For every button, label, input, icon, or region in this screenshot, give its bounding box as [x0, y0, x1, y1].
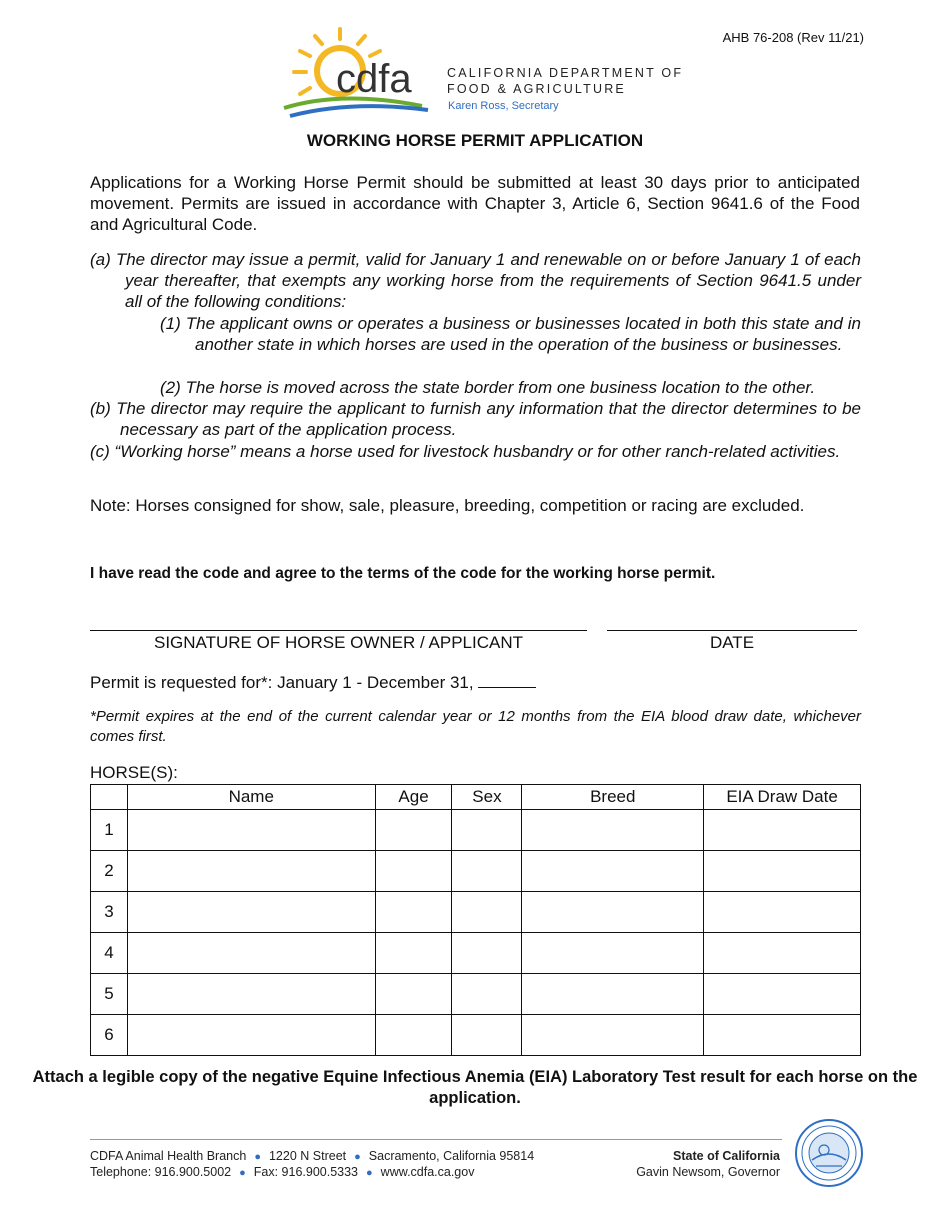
- bullet-icon: ●: [354, 1151, 361, 1163]
- row-number: 3: [91, 892, 128, 933]
- breed-cell[interactable]: [522, 1015, 704, 1056]
- name-cell[interactable]: [127, 933, 375, 974]
- permit-year-field[interactable]: [478, 673, 536, 688]
- eia-date-cell[interactable]: [704, 974, 861, 1015]
- table-row: [91, 974, 861, 1015]
- attach-eia-note: Attach a legible copy of the negative Equine Infectious Anemia (EIA) Laboratory Test result for each horse on the application.: [32, 1068, 918, 1107]
- footer-fax: Fax: 916.900.5333: [253, 1165, 359, 1179]
- breed-cell[interactable]: [522, 933, 704, 974]
- header-number: [91, 785, 128, 810]
- date-label: DATE: [709, 633, 755, 652]
- permit-request-line: [90, 673, 536, 693]
- name-cell[interactable]: [127, 892, 375, 933]
- header-sex: Sex: [452, 785, 522, 810]
- table-row: [91, 851, 861, 892]
- breed-cell[interactable]: [522, 892, 704, 933]
- footer-branch: CDFA Animal Health Branch: [90, 1149, 247, 1163]
- footer-website[interactable]: www.cdfa.ca.gov: [380, 1165, 475, 1179]
- footer-address: [90, 1149, 534, 1163]
- footer-divider: [90, 1139, 782, 1140]
- row-number: 5: [91, 974, 128, 1015]
- header-eia-date: EIA Draw Date: [704, 785, 861, 810]
- code-section-a: (a) The director may issue a permit, valid for January 1 and renewable on or before January 1 of each year thereafter, that exempts any working horse from the requirements of Section 9641.5 under all of the following conditions:: [90, 250, 861, 311]
- cdfa-wordmark: cdfa: [336, 57, 412, 101]
- eia-date-cell[interactable]: [704, 851, 861, 892]
- age-cell[interactable]: [375, 933, 452, 974]
- state-seal-icon: [794, 1118, 864, 1188]
- table-row: [91, 810, 861, 851]
- code-section-a1: (1) The applicant owns or operates a business or businesses located in both this state and in another state in which horses are used in the operation of the business or businesses.: [160, 314, 861, 354]
- name-cell[interactable]: [127, 1015, 375, 1056]
- row-number: 1: [91, 810, 128, 851]
- dept-name-line1: CALIFORNIA DEPARTMENT OF: [447, 66, 684, 80]
- permit-request-text: Permit is requested for*: January 1 - December 31,: [90, 673, 479, 692]
- header-name: Name: [127, 785, 375, 810]
- page-title: WORKING HORSE PERMIT APPLICATION: [306, 131, 644, 150]
- bullet-icon: ●: [239, 1167, 246, 1179]
- row-number: 6: [91, 1015, 128, 1056]
- footer-phone: Telephone: 916.900.5002: [90, 1165, 232, 1179]
- expiration-note: *Permit expires at the end of the current calendar year or 12 months from the EIA blood draw date, whichever comes first.: [90, 708, 861, 745]
- date-field[interactable]: [607, 630, 857, 631]
- age-cell[interactable]: [375, 851, 452, 892]
- sex-cell[interactable]: [452, 810, 522, 851]
- wave-blue: [290, 106, 428, 116]
- bullet-icon: ●: [366, 1167, 373, 1179]
- sex-cell[interactable]: [452, 933, 522, 974]
- table-row: [91, 1015, 861, 1056]
- breed-cell[interactable]: [522, 851, 704, 892]
- eia-date-cell[interactable]: [704, 1015, 861, 1056]
- header-age: Age: [375, 785, 452, 810]
- signature-label: SIGNATURE OF HORSE OWNER / APPLICANT: [153, 633, 523, 652]
- sex-cell[interactable]: [452, 1015, 522, 1056]
- eia-date-cell[interactable]: [704, 933, 861, 974]
- name-cell[interactable]: [127, 974, 375, 1015]
- bullet-icon: ●: [254, 1151, 261, 1163]
- row-number: 4: [91, 933, 128, 974]
- row-number: 2: [91, 851, 128, 892]
- exclusion-note: Note: Horses consigned for show, sale, pleasure, breeding, competition or racing are excluded.: [90, 496, 805, 515]
- dept-name-line2: FOOD & AGRICULTURE: [447, 82, 626, 96]
- intro-paragraph: Applications for a Working Horse Permit should be submitted at least 30 days prior to anticipated movement. Permits are issued in accordance with Chapter 3, Article 6, Section 9641.6 of the Food and Agricultural Code.: [90, 173, 860, 234]
- age-cell[interactable]: [375, 892, 452, 933]
- eia-date-cell[interactable]: [704, 892, 861, 933]
- sex-cell[interactable]: [452, 851, 522, 892]
- code-section-b: (b) The director may require the applicant to furnish any information that the director determines to be necessary as part of the application process.: [90, 399, 861, 439]
- agreement-statement: I have read the code and agree to the terms of the code for the working horse permit.: [90, 565, 716, 582]
- breed-cell[interactable]: [522, 810, 704, 851]
- sex-cell[interactable]: [452, 974, 522, 1015]
- table-header-row: [91, 785, 861, 810]
- table-row: [91, 933, 861, 974]
- footer-city: Sacramento, California 95814: [368, 1149, 535, 1163]
- secretary-name: Karen Ross, Secretary: [448, 100, 559, 112]
- footer-street: 1220 N Street: [268, 1149, 347, 1163]
- form-number: AHB 76-208 (Rev 11/21): [722, 30, 864, 45]
- horses-table: [90, 784, 861, 1056]
- footer-governor: Gavin Newsom, Governor: [636, 1165, 780, 1179]
- footer-state: State of California: [673, 1149, 780, 1163]
- code-section-c: (c) “Working horse” means a horse used for livestock husbandry or for other ranch-related activities.: [90, 442, 841, 461]
- name-cell[interactable]: [127, 810, 375, 851]
- age-cell[interactable]: [375, 810, 452, 851]
- eia-date-cell[interactable]: [704, 810, 861, 851]
- horses-label: HORSE(S):: [90, 763, 178, 782]
- age-cell[interactable]: [375, 1015, 452, 1056]
- code-section-a2: (2) The horse is moved across the state border from one business location to the other.: [160, 378, 816, 397]
- table-row: [91, 892, 861, 933]
- header-breed: Breed: [522, 785, 704, 810]
- cdfa-logo-icon: [282, 26, 442, 121]
- sex-cell[interactable]: [452, 892, 522, 933]
- age-cell[interactable]: [375, 974, 452, 1015]
- signature-field[interactable]: [90, 630, 587, 631]
- name-cell[interactable]: [127, 851, 375, 892]
- breed-cell[interactable]: [522, 974, 704, 1015]
- footer-contact: [90, 1165, 474, 1179]
